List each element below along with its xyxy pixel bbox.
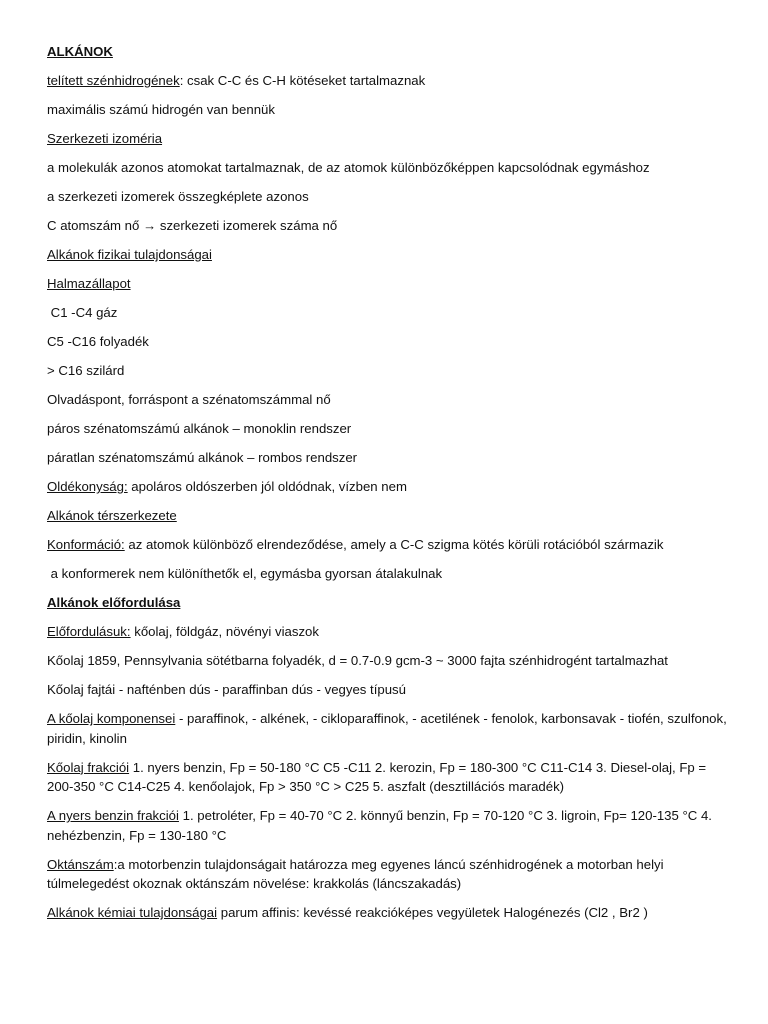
term: Szerkezeti izoméria <box>47 131 163 146</box>
text: - paraffinok, - alkének, - cikloparaffinok, - acetilének - fenolok, karbonsavak - tiofén, szulfonok, piridin, kinolin <box>47 711 727 746</box>
text: a molekulák azonos atomokat tartalmaznak, de az atomok különbözőképpen kapcsolódnak egymáshoz <box>47 160 650 175</box>
text: 1. nyers benzin, Fp = 50-180 °C C5 -C11 2. kerozin, Fp = 180-300 °C C11-C14 3. Diesel-olaj, Fp = 200-350 °C C14-C25 4. kenőolajok, Fp > 350 °C > C25 5. aszfalt (desztillációs maradék) <box>47 759 707 794</box>
text: a szerkezeti izomerek összegképlete azonos <box>47 189 309 204</box>
heading-alkanok <box>47 42 727 62</box>
paragraph <box>47 419 727 439</box>
term: Alkánok fizikai tulajdonságai <box>47 247 212 262</box>
paragraph <box>47 622 727 642</box>
document-page <box>47 42 727 932</box>
term: Oktánszám <box>47 856 114 872</box>
paragraph <box>47 535 727 555</box>
text: a konformerek nem különíthetők el, egymásba gyorsan átalakulnak <box>47 566 443 581</box>
paragraph <box>47 448 727 468</box>
paragraph <box>47 100 727 120</box>
section-heading <box>47 506 727 526</box>
paragraph <box>47 187 727 207</box>
term: Halmazállapot <box>47 276 131 291</box>
paragraph <box>47 903 727 923</box>
section-heading <box>47 245 727 265</box>
text: C5 -C16 folyadék <box>47 334 149 349</box>
paragraph <box>47 651 727 671</box>
term: Kőolaj frakciói <box>47 759 130 775</box>
text: C atomszám nő → szerkezeti izomerek száma nő <box>47 218 338 233</box>
paragraph <box>47 564 727 584</box>
paragraph <box>47 709 727 748</box>
text: : csak C-C és C-H kötéseket tartalmaznak <box>179 73 426 88</box>
paragraph <box>47 158 727 178</box>
heading-text: ALKÁNOK <box>47 44 113 59</box>
text: apoláros oldószerben jól oldódnak, vízben nem <box>127 479 407 494</box>
section-heading <box>47 593 727 613</box>
text: páratlan szénatomszámú alkánok – rombos rendszer <box>47 450 358 465</box>
paragraph <box>47 855 727 894</box>
term: Alkánok kémiai tulajdonságai <box>47 905 218 920</box>
paragraph <box>47 806 727 845</box>
text: parum affinis: kevéssé reakcióképes vegyületek Halogénezés (Cl2 , Br2 ) <box>217 905 648 920</box>
text: :a motorbenzin tulajdonságait határozza meg egyenes láncú szénhidrogének a motorban helyi túlmelegedést okoznak oktánszám növelése: krakkolás (láncszakadás) <box>47 856 664 891</box>
text: páros szénatomszámú alkánok – monoklin rendszer <box>47 421 352 436</box>
text: > C16 szilárd <box>47 363 125 378</box>
text: C1 -C4 gáz <box>47 305 118 320</box>
text: maximális számú hidrogén van bennük <box>47 102 275 117</box>
section-heading <box>47 274 727 294</box>
term: A kőolaj komponensei <box>47 711 176 726</box>
term: telített szénhidrogének <box>47 73 180 88</box>
term: Alkánok térszerkezete <box>47 508 177 523</box>
paragraph <box>47 303 727 323</box>
paragraph <box>47 477 727 497</box>
text: Kőolaj fajtái - nafténben dús - paraffinban dús - vegyes típusú <box>47 682 406 697</box>
term: Előfordulásuk: <box>47 624 131 639</box>
text: az atomok különböző elrendeződése, amely a C-C szigma kötés körüli rotációból származik <box>124 537 664 552</box>
paragraph <box>47 390 727 410</box>
text: Olvadáspont, forráspont a szénatomszámmal nő <box>47 392 331 407</box>
paragraph <box>47 361 727 381</box>
text: kőolaj, földgáz, növényi viaszok <box>130 624 319 639</box>
paragraph <box>47 216 727 236</box>
paragraph <box>47 71 727 91</box>
term: A nyers benzin frakciói <box>47 808 179 823</box>
paragraph <box>47 758 727 797</box>
paragraph <box>47 680 727 700</box>
term: Alkánok előfordulása <box>47 595 181 610</box>
text: 1. petroléter, Fp = 40-70 °C 2. könnyű benzin, Fp = 70-120 °C 3. ligroin, Fp= 120-135 °C 4. nehézbenzin, Fp = 130-180 °C <box>47 808 712 843</box>
section-heading <box>47 129 727 149</box>
paragraph <box>47 332 727 352</box>
term: Oldékonyság: <box>47 479 128 494</box>
text: Kőolaj 1859, Pennsylvania sötétbarna folyadék, d = 0.7-0.9 gcm-3 ~ 3000 fajta szénhidrogént tartalmazhat <box>47 653 668 668</box>
term: Konformáció: <box>47 537 125 552</box>
